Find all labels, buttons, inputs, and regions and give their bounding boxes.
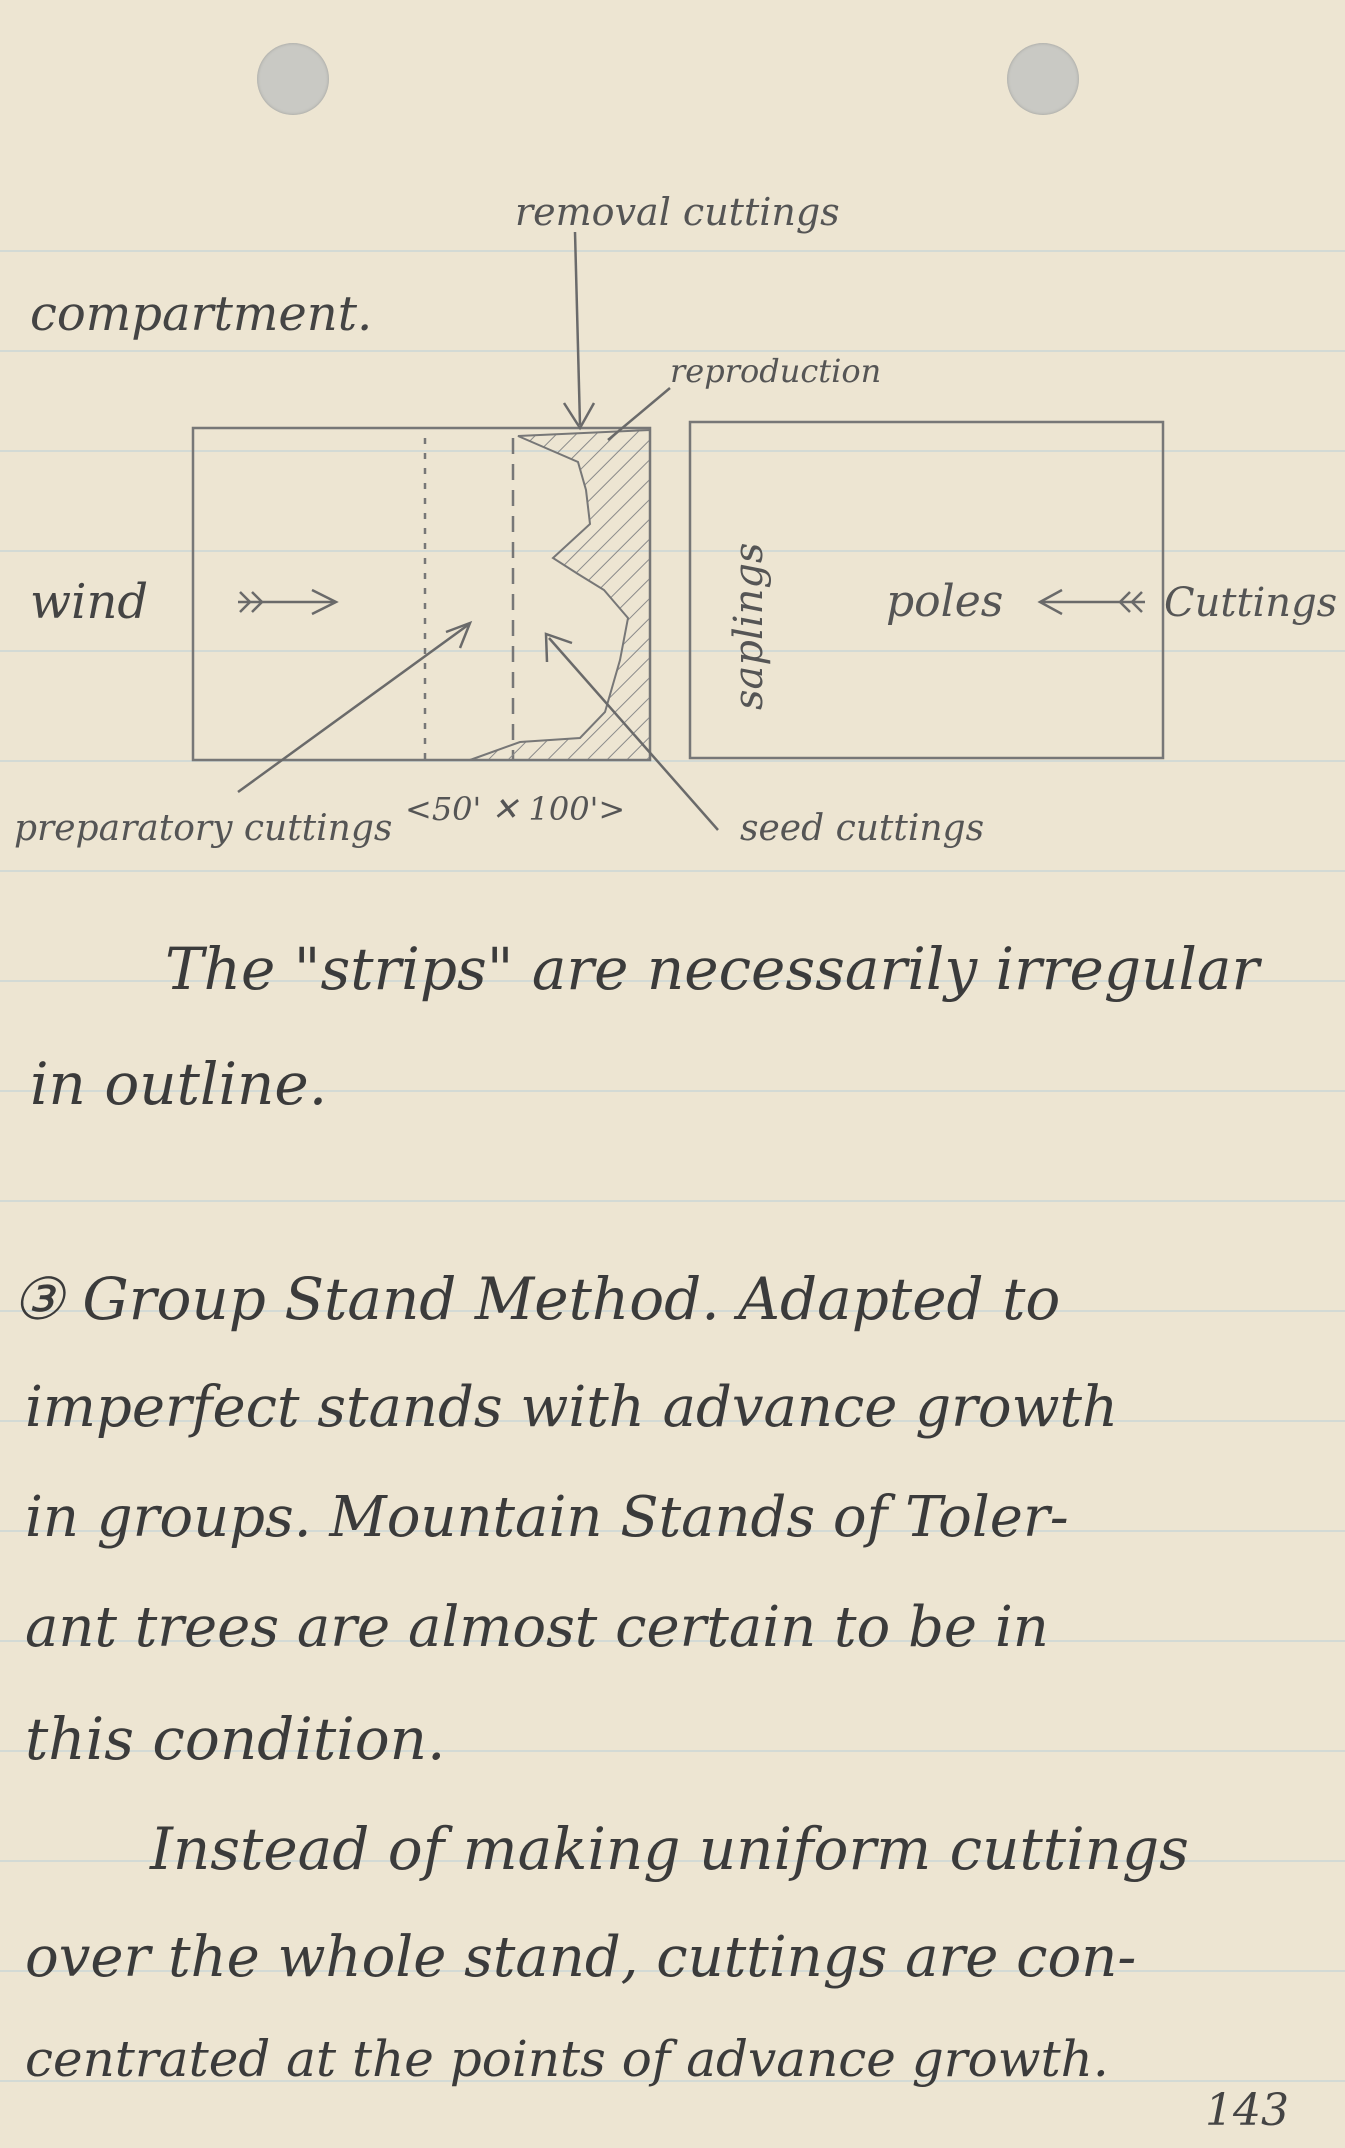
- text-line-6: ant trees are almost certain to be in: [25, 1595, 1049, 1660]
- text-line-3: ③ Group Stand Method. Adapted to: [12, 1265, 1061, 1333]
- left-compartment-box: [193, 428, 650, 760]
- text-line-7: this condition.: [25, 1705, 446, 1773]
- label-compartment: compartment.: [30, 286, 373, 342]
- text-line-9: over the whole stand, cuttings are con-: [25, 1925, 1137, 1990]
- label-wind: wind: [30, 574, 149, 630]
- ruled-line: [0, 1200, 1345, 1202]
- label-cuttings: Cuttings: [1164, 580, 1338, 626]
- label-preparatory-cuttings: preparatory cuttings: [14, 808, 393, 849]
- label-dimensions: <50' ✕ 100'>: [405, 790, 626, 828]
- label-poles: poles: [886, 576, 1004, 627]
- text-line-1: The "strips" are necessarily irregular: [165, 935, 1260, 1003]
- reproduction-area: [470, 430, 650, 760]
- label-removal-cuttings: removal cuttings: [515, 190, 840, 234]
- label-reproduction: reproduction: [670, 352, 882, 390]
- text-line-2: in outline.: [30, 1050, 328, 1118]
- text-line-4: imperfect stands with advance growth: [25, 1375, 1119, 1440]
- text-line-8: Instead of making uniform cuttings: [150, 1815, 1189, 1883]
- text-line-5: in groups. Mountain Stands of Toler-: [25, 1485, 1069, 1550]
- page-number: 143: [1205, 2085, 1289, 2136]
- text-line-10: centrated at the points of advance growth.: [25, 2030, 1109, 2088]
- forest-compartment-sketch: [0, 0, 1345, 900]
- label-seed-cuttings: seed cuttings: [740, 808, 985, 849]
- label-saplings: saplings: [726, 542, 772, 710]
